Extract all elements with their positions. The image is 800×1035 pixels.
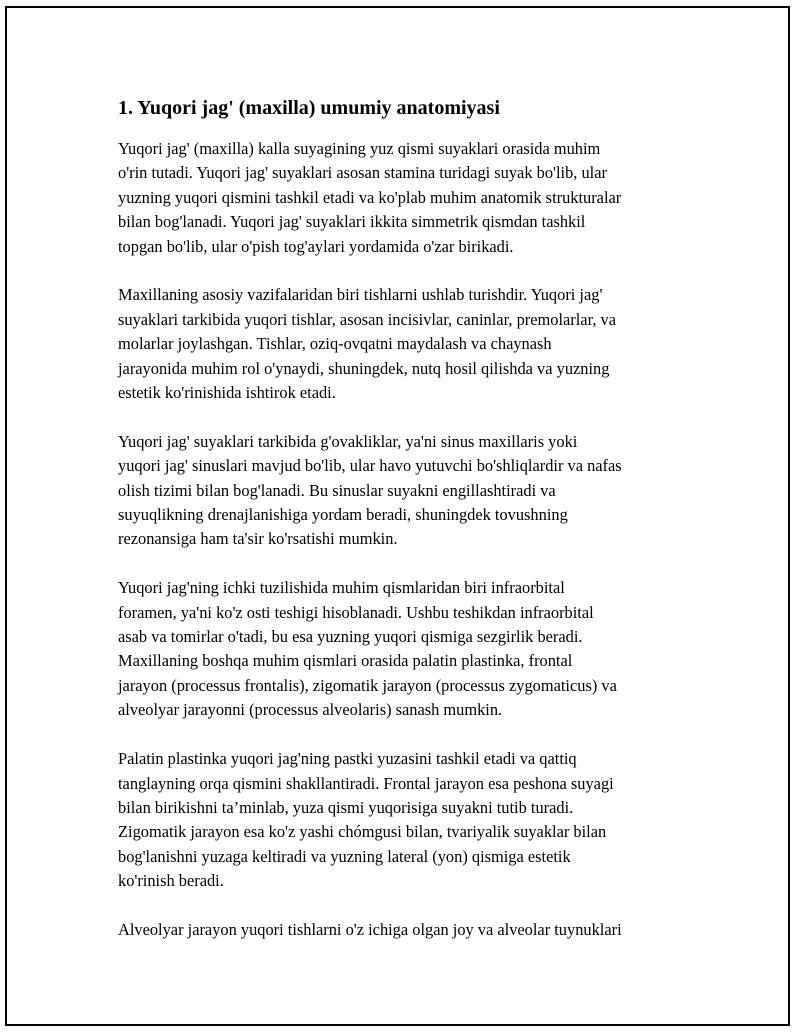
text-line: Yuqori jag' suyaklari tarkibida g'ovakliklar, ya'ni sinus maxillaris yoki [118,431,578,451]
page-frame [5,6,790,1026]
text-line: yuzning yuqori qismini tashkil etadi va ko'plab muhim anatomik strukturalar [118,187,622,207]
paragraph [118,283,698,405]
paragraph [118,430,698,552]
text-line: yuqori jag' sinuslari mavjud bo'lib, ular havo yutuvchi bo'shliqlardir va nafas [118,456,622,476]
text-line: suyaklari tarkibida yuqori tishlar, asosan incisivlar, caninlar, premolarlar, va [118,309,617,329]
text-line: Alveolyar jarayon yuqori tishlarni o'z ichiga olgan joy va alveolar tuynuklari [118,919,622,939]
text-line: bilan bog'lanadi. Yuqori jag' suyaklari ikkita simmetrik qismdan tashkil [118,212,586,232]
text-line: Zigomatik jarayon esa ko'z yashi chómgusi bilan, tvariyalik suyaklar bilan [118,822,607,842]
paragraph [118,137,698,259]
document-body [118,95,698,967]
text-line: Yuqori jag' (maxilla) kalla suyagining yuz qismi suyaklari orasida muhim [118,139,601,158]
text-line: asab va tomirlar o'tadi, bu esa yuzning yuqori qismiga sezgirlik beradi. [118,627,583,647]
section-heading: 1. Yuqori jag' (maxilla) umumiy anatomiyasi [118,97,500,119]
text-line: Yuqori jag'ning ichki tuzilishida muhim qismlaridan biri infraorbital [118,578,565,598]
text-line: olish tizimi bilan bog'lanadi. Bu sinuslar suyakni engillashtiradi va [118,480,556,500]
text-line: bog'lanishni yuzaga keltiradi va yuzning lateral (yon) qismiga estetik [118,846,571,866]
text-line: tanglayning orqa qismini shakllantiradi. Frontal jarayon esa peshona suyagi [118,773,614,793]
text-line: foramen, ya'ni ko'z osti teshigi hisoblanadi. Ushbu teshikdan infraorbital [118,602,594,622]
text-line: alveolyar jarayonni (processus alveolaris) sanash mumkin. [118,700,503,720]
paragraph [118,747,698,893]
text-line: Maxillaning asosiy vazifalaridan biri tishlarni ushlab turishdir. Yuqori jag' [118,285,603,305]
text-line: topgan bo'lib, ular o'pish tog'aylari yordamida o'zar birikadi. [118,236,514,256]
text-line: molarlar joylashgan. Tishlar, oziq-ovqatni maydalash va chaynash [118,334,552,354]
text-line: Palatin plastinka yuqori jag'ning pastki yuzasini tashkil etadi va qattiq [118,749,577,769]
text-line: estetik ko'rinishida ishtirok etadi. [118,383,336,403]
paragraph [118,576,698,722]
text-line: rezonansiga ham ta'sir ko'rsatishi mumkin. [118,529,398,549]
text-line: ko'rinish beradi. [118,871,224,891]
text-line: jarayon (processus frontalis), zigomatik jarayon (processus zygomaticus) va [118,675,617,695]
text-line: jarayonida muhim rol o'ynaydi, shuningdek, nutq hosil qilishda va yuzning [118,358,610,378]
text-line: bilan birikishni ta’minlab, yuza qismi yuqorisiga suyakni tutib turadi. [118,797,574,817]
text-line: suyuqlikning drenajlanishiga yordam beradi, shuningdek tovushning [118,505,568,525]
text-line: Maxillaning boshqa muhim qismlari orasida palatin plastinka, frontal [118,651,573,671]
text-line: o'rin tutadi. Yuqori jag' suyaklari asosan stamina turidagi suyak bo'lib, ular [118,163,607,183]
paragraph [118,918,698,942]
